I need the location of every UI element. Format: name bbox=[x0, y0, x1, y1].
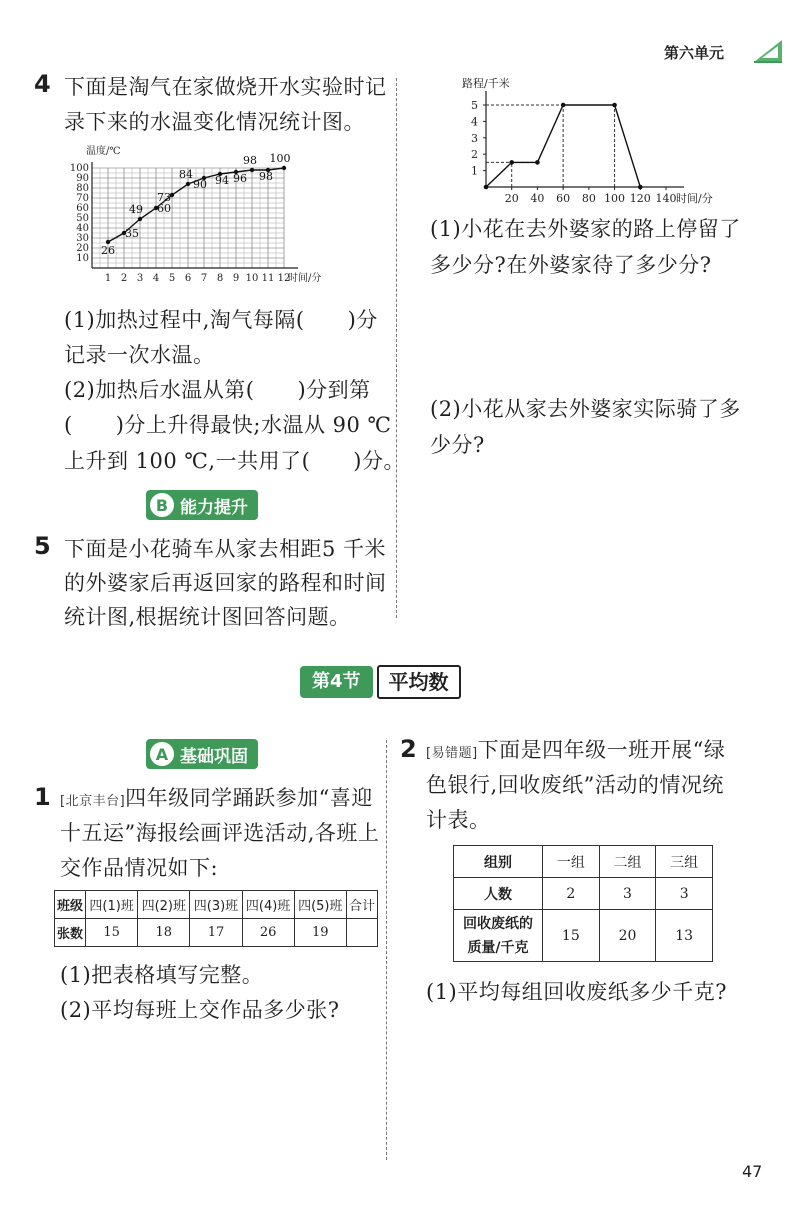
recycling-table bbox=[453, 845, 713, 962]
data-point bbox=[484, 185, 489, 190]
data-label: 49 bbox=[129, 203, 143, 216]
x-tick-label: 9 bbox=[232, 273, 240, 284]
question-number-5: 5 bbox=[34, 532, 51, 560]
table-cell: 四(2)班 bbox=[138, 891, 190, 919]
column-divider-bottom bbox=[386, 740, 387, 1160]
y-tick-label: 3 bbox=[471, 131, 478, 145]
table-cell: 四(5)班 bbox=[294, 891, 346, 919]
table-cell: 15 bbox=[543, 910, 600, 962]
unit-title: 第六单元 bbox=[664, 44, 725, 62]
table-cell bbox=[454, 910, 543, 962]
table-row bbox=[454, 878, 713, 910]
page-number: 47 bbox=[742, 1162, 763, 1181]
x-tick-label: 40 bbox=[530, 192, 545, 205]
p2-sub1: (1)平均每组回收废纸多少千克? bbox=[426, 980, 728, 1004]
x-tick-label: 11 bbox=[261, 273, 275, 284]
q4-sub1-line2: 记录一次水温。 bbox=[64, 343, 215, 367]
y-tick-label: 30 bbox=[76, 233, 89, 244]
table-cell: 四(1)班 bbox=[86, 891, 138, 919]
table-cell: 二组 bbox=[599, 846, 656, 878]
data-label: 94 bbox=[215, 174, 229, 187]
table-cell: 一组 bbox=[543, 846, 600, 878]
table-cell: 17 bbox=[190, 919, 242, 947]
badge-ability-improve bbox=[146, 490, 258, 520]
data-label: 96 bbox=[233, 172, 247, 185]
q4-sub1-line1: (1)加热过程中,淘气每隔( )分 bbox=[64, 308, 378, 332]
table-cell: 13 bbox=[656, 910, 713, 962]
q5-stem-line1: 下面是小花骑车从家去相距5 千米 bbox=[64, 537, 387, 561]
x-tick-label: 8 bbox=[216, 273, 224, 284]
y-tick-label: 20 bbox=[76, 243, 89, 254]
y-tick-label: 40 bbox=[76, 223, 89, 234]
p2-source-tag: [易错题] bbox=[426, 746, 478, 761]
p1-stem-line3: 交作品情况如下: bbox=[60, 856, 219, 880]
data-label: 60 bbox=[157, 202, 171, 215]
q5-sub1-line1: (1)小花在去外婆家的路上停留了 bbox=[430, 217, 741, 241]
p2-stem-line2: 色银行,回收废纸”活动的情况统 bbox=[426, 773, 724, 797]
table-cell: 18 bbox=[138, 919, 190, 947]
p1-source-tag: [北京丰台] bbox=[60, 794, 126, 809]
y-axis-label: 温度/℃ bbox=[86, 146, 121, 157]
table-cell-total bbox=[346, 919, 377, 947]
y-tick-label: 10 bbox=[76, 253, 89, 264]
p1-stem-line1 bbox=[60, 781, 373, 819]
table-row bbox=[55, 891, 378, 919]
data-point bbox=[509, 160, 514, 165]
row-label-part2: 质量/千克 bbox=[467, 939, 529, 956]
distance-time-chart bbox=[450, 75, 740, 210]
data-label: 90 bbox=[193, 178, 207, 191]
y-axis-label: 路程/千米 bbox=[462, 77, 510, 90]
q4-sub2-line3: 上升到 100 ℃,一共用了( )分。 bbox=[64, 449, 405, 473]
x-tick-label: 12 bbox=[277, 273, 291, 284]
p1-stem-text: 四年级同学踊跃参加“喜迎 bbox=[125, 786, 373, 810]
section-header bbox=[300, 664, 461, 700]
q5-stem-line3: 统计图,根据统计图回答问题。 bbox=[64, 605, 351, 629]
badge-b-label: 能力提升 bbox=[180, 497, 248, 518]
y-tick-label: 50 bbox=[76, 213, 89, 224]
column-divider-top bbox=[396, 78, 397, 618]
badge-letter-b: B bbox=[150, 493, 174, 517]
p2-stem-line3: 计表。 bbox=[426, 808, 491, 832]
table-cell: 张数 bbox=[55, 919, 86, 947]
table-cell: 组别 bbox=[454, 846, 543, 878]
y-tick-label: 70 bbox=[76, 193, 89, 204]
table-cell: 3 bbox=[599, 878, 656, 910]
x-tick-label: 20 bbox=[504, 192, 519, 205]
data-label: 35 bbox=[125, 227, 139, 240]
data-point bbox=[612, 103, 617, 108]
badge-letter-a: A bbox=[150, 742, 174, 766]
table-cell: 合计 bbox=[346, 891, 377, 919]
x-axis-label: 时间/分 bbox=[676, 192, 713, 205]
row-label-part1: 回收废纸的 bbox=[463, 915, 533, 932]
x-tick-label: 120 bbox=[629, 192, 651, 205]
p1-sub2: (2)平均每班上交作品多少张? bbox=[60, 998, 340, 1022]
y-tick-label: 1 bbox=[471, 164, 478, 178]
y-tick-label: 90 bbox=[76, 173, 89, 184]
data-label: 98 bbox=[243, 154, 257, 167]
table-row bbox=[454, 846, 713, 878]
data-label: 98 bbox=[259, 170, 273, 183]
p1-stem-line2: 十五运”海报绘画评选活动,各班上 bbox=[60, 821, 380, 845]
table-cell: 人数 bbox=[454, 878, 543, 910]
section-title: 平均数 bbox=[377, 665, 461, 699]
table-cell: 26 bbox=[242, 919, 294, 947]
p2-stem-line1 bbox=[426, 733, 725, 771]
q5-sub2-line1: (2)小花从家去外婆家实际骑了多 bbox=[430, 397, 741, 421]
y-tick-label: 2 bbox=[471, 148, 478, 162]
table-cell: 四(3)班 bbox=[190, 891, 242, 919]
data-label: 84 bbox=[179, 168, 193, 181]
x-tick-label: 60 bbox=[556, 192, 571, 205]
q4-stem-line1: 下面是淘气在家做烧开水实验时记 bbox=[64, 75, 387, 99]
x-tick-label: 140 bbox=[655, 192, 677, 205]
table-cell: 四(4)班 bbox=[242, 891, 294, 919]
x-tick-label: 3 bbox=[136, 273, 144, 284]
q4-sub2-line1: (2)加热后水温从第( )分到第 bbox=[64, 378, 371, 402]
y-tick-label: 80 bbox=[76, 183, 89, 194]
x-axis-label: 时间/分 bbox=[288, 273, 322, 284]
p1-sub1: (1)把表格填写完整。 bbox=[60, 963, 264, 987]
table-cell: 15 bbox=[86, 919, 138, 947]
p2-stem-text: 下面是四年级一班开展“绿 bbox=[477, 738, 726, 762]
y-tick-label: 4 bbox=[471, 115, 478, 129]
data-point bbox=[186, 182, 190, 186]
y-tick-label: 60 bbox=[76, 203, 89, 214]
problem-number-1: 1 bbox=[34, 783, 51, 811]
x-tick-label: 7 bbox=[200, 273, 208, 284]
q5-stem-line2: 的外婆家后再返回家的路程和时间 bbox=[64, 571, 387, 595]
data-point bbox=[535, 160, 540, 165]
x-tick-label: 5 bbox=[168, 273, 176, 284]
q5-sub1-line2: 多少分?在外婆家待了多少分? bbox=[430, 253, 712, 277]
x-tick-label: 10 bbox=[245, 273, 259, 284]
table-cell: 三组 bbox=[656, 846, 713, 878]
table-cell: 3 bbox=[656, 878, 713, 910]
table-cell: 19 bbox=[294, 919, 346, 947]
data-label: 73 bbox=[157, 191, 171, 204]
table-cell: 2 bbox=[543, 878, 600, 910]
x-tick-label: 100 bbox=[604, 192, 626, 205]
table-cell: 班级 bbox=[55, 891, 86, 919]
x-tick-label: 80 bbox=[581, 192, 596, 205]
badge-basic-consolidate bbox=[146, 739, 258, 769]
q5-sub2-line2: 少分? bbox=[430, 433, 485, 457]
data-point bbox=[638, 185, 643, 190]
problem-number-2: 2 bbox=[400, 735, 417, 763]
section-number-tag: 第4节 bbox=[300, 666, 373, 698]
y-tick-label: 5 bbox=[471, 99, 478, 112]
x-tick-label: 6 bbox=[184, 273, 192, 284]
data-point bbox=[282, 166, 286, 170]
data-point bbox=[561, 103, 566, 108]
ruler-triangle-icon bbox=[752, 38, 786, 64]
data-point bbox=[250, 168, 254, 172]
data-label: 26 bbox=[101, 244, 115, 257]
q4-stem-line2: 录下来的水温变化情况统计图。 bbox=[64, 110, 365, 134]
table-cell: 20 bbox=[599, 910, 656, 962]
class-works-table bbox=[54, 890, 378, 947]
question-number-4: 4 bbox=[34, 70, 51, 98]
x-tick-label: 1 bbox=[104, 273, 112, 284]
q4-sub2-line2: ( )分上升得最快;水温从 90 ℃ bbox=[64, 413, 392, 437]
table-row bbox=[454, 910, 713, 962]
data-label: 100 bbox=[269, 152, 291, 165]
x-tick-label: 4 bbox=[152, 273, 160, 284]
x-tick-label: 2 bbox=[120, 273, 128, 284]
page-header bbox=[640, 38, 790, 66]
badge-a-label: 基础巩固 bbox=[180, 746, 248, 767]
data-point bbox=[138, 217, 142, 221]
water-temperature-chart bbox=[68, 145, 322, 295]
y-tick-label: 100 bbox=[69, 163, 89, 174]
table-row bbox=[55, 919, 378, 947]
